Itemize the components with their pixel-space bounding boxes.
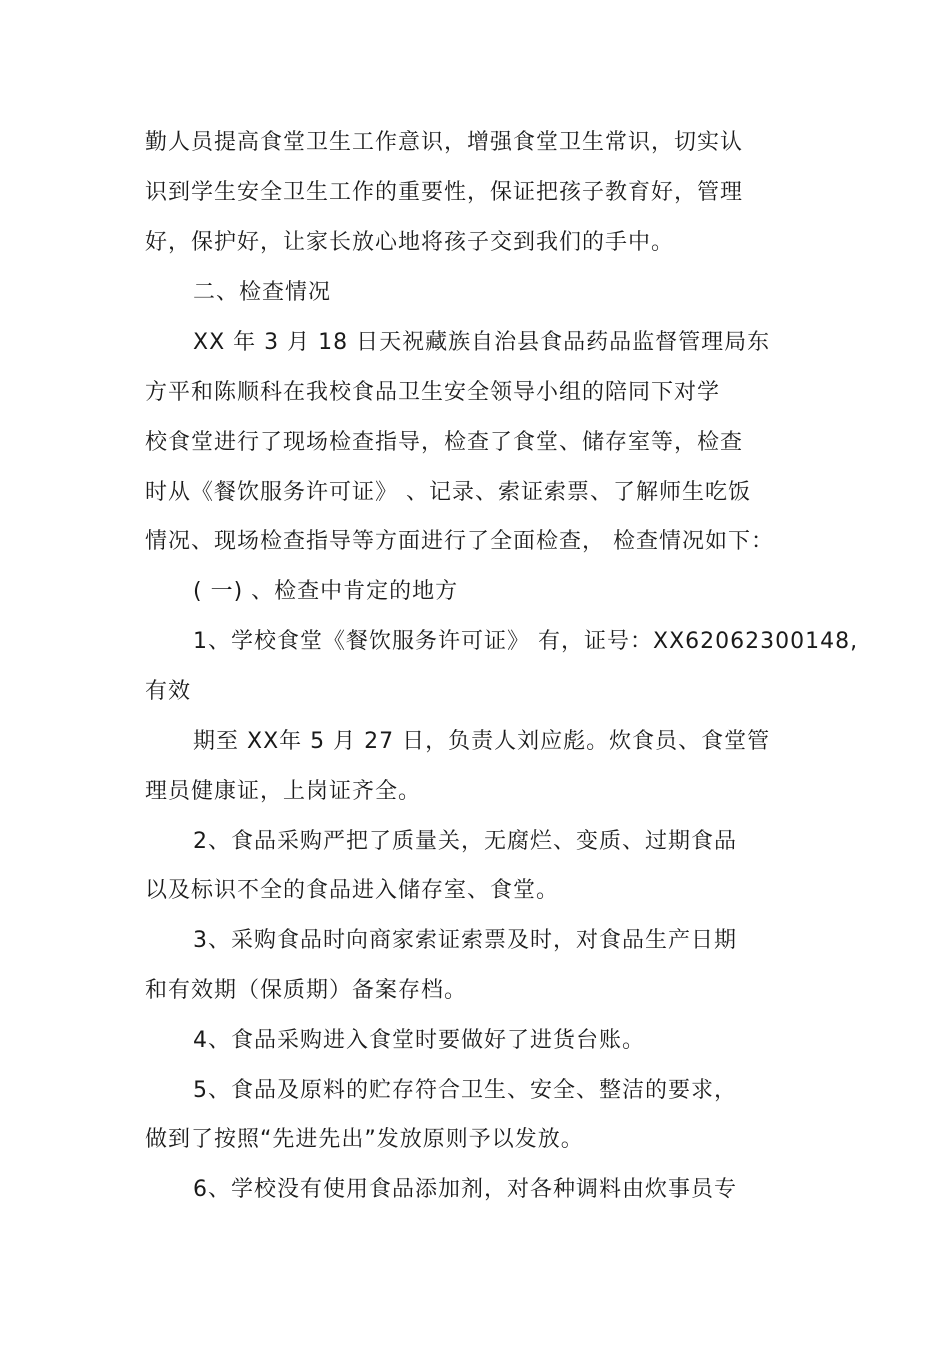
subsection-heading: ( 一) 、检查中肯定的地方 <box>193 579 459 604</box>
paragraph-line: 方平和陈顺科在我校食品卫生安全领导小组的陪同下对学 <box>145 380 721 405</box>
paragraph-line: 校食堂进行了现场检查指导，检查了食堂、储存室等，检查 <box>145 430 744 455</box>
list-item: 5、食品及原料的贮存符合卫生、安全、整洁的要求， <box>193 1078 737 1103</box>
paragraph-line: 好，保护好，让家长放心地将孩子交到我们的手中。 <box>145 230 675 255</box>
paragraph-line: 有效 <box>145 679 192 704</box>
paragraph-line: XX 年 3 月 18 日天祝藏族自治县食品药品监督管理局东 <box>193 330 771 355</box>
list-item: 3、采购食品时向商家索证索票及时，对食品生产日期 <box>193 928 737 953</box>
paragraph-line: 以及标识不全的食品进入储存室、食堂。 <box>145 878 560 903</box>
list-item: 6、学校没有使用食品添加剂，对各种调料由炊事员专 <box>193 1177 737 1202</box>
paragraph-line: 时从《餐饮服务许可证》 、记录、索证索票、了解师生吃饭 <box>145 480 751 505</box>
list-item: 4、食品采购进入食堂时要做好了进货台账。 <box>193 1028 645 1053</box>
paragraph-line: 理员健康证，上岗证齐全。 <box>145 779 422 804</box>
list-item: 1、学校食堂《餐饮服务许可证》 有，证号：XX62062300148, <box>193 629 859 654</box>
paragraph-line: 勤人员提高食堂卫生工作意识，增强食堂卫生常识，切实认 <box>145 130 744 155</box>
paragraph-line: 识到学生安全卫生工作的重要性，保证把孩子教育好，管理 <box>145 180 744 205</box>
section-heading: 二、检查情况 <box>193 280 332 305</box>
list-item: 2、食品采购严把了质量关，无腐烂、变质、过期食品 <box>193 829 737 854</box>
paragraph-line: 情况、现场检查指导等方面进行了全面检查， 检查情况如下： <box>145 529 774 554</box>
paragraph-line: 期至 XX年 5 月 27 日，负责人刘应彪。炊食员、食堂管 <box>193 729 771 754</box>
paragraph-line: 和有效期（保质期）备案存档。 <box>145 978 468 1003</box>
paragraph-line: 做到了按照“先进先出”发放原则予以发放。 <box>145 1127 584 1152</box>
